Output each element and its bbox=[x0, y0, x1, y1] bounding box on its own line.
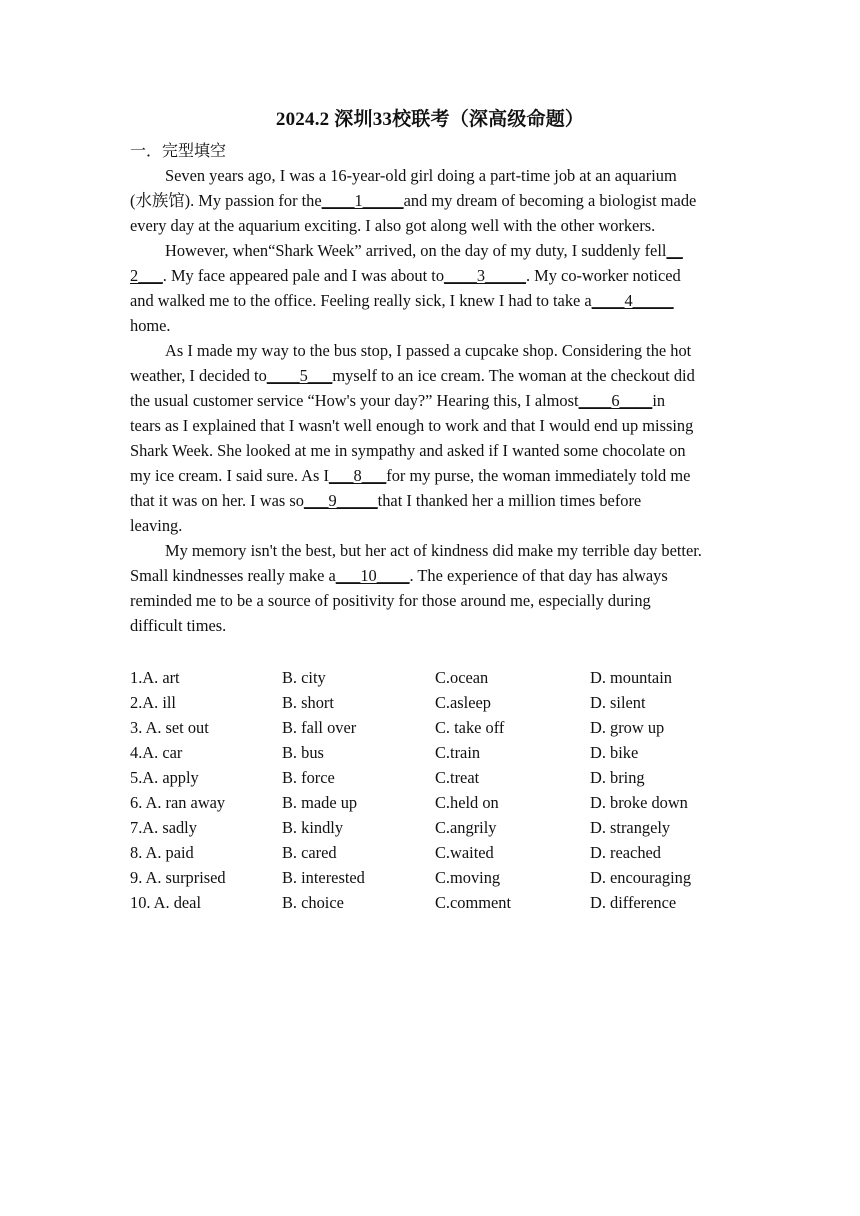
paragraph-2 bbox=[130, 238, 742, 338]
option-c: C.comment bbox=[435, 893, 512, 912]
section-heading: 一．完型填空 bbox=[130, 143, 227, 160]
option-b: B. cared bbox=[282, 843, 337, 862]
blank-1: ____1_____ bbox=[321, 191, 404, 210]
option-a: 9. A. surprised bbox=[130, 868, 226, 887]
option-d: D. bike bbox=[590, 743, 639, 762]
option-b: B. kindly bbox=[282, 818, 344, 837]
passage-line: As I made my way to the bus stop, I passed a cupcake shop. Considering the hot bbox=[165, 341, 692, 360]
option-row bbox=[130, 840, 750, 865]
option-b: B. force bbox=[282, 768, 335, 787]
option-c: C.held on bbox=[435, 793, 499, 812]
passage-line: 2___. My face appeared pale and I was about to____3_____. My co-worker noticed bbox=[130, 266, 681, 285]
option-d: D. mountain bbox=[590, 668, 672, 687]
option-row bbox=[130, 790, 750, 815]
option-d: D. grow up bbox=[590, 718, 665, 737]
passage-line: My memory isn't the best, but her act of kindness did make my terrible day better. bbox=[165, 541, 702, 560]
passage-line: home. bbox=[130, 316, 171, 335]
option-a: 3. A. set out bbox=[130, 718, 209, 737]
option-a: 8. A. paid bbox=[130, 843, 194, 862]
option-row bbox=[130, 890, 750, 915]
page-title: 2024.2 深圳33校联考（深高级命题） bbox=[275, 109, 585, 130]
passage-line: (水族馆). My passion for the____1_____and my dream of becoming a biologist made bbox=[130, 191, 697, 210]
passage-line: and walked me to the office. Feeling really sick, I knew I had to take a____4_____ bbox=[130, 291, 674, 310]
cloze-passage bbox=[130, 163, 742, 638]
option-row bbox=[130, 690, 750, 715]
option-c: C.treat bbox=[435, 768, 480, 787]
passage-line: the usual customer service “How's your day?” Hearing this, I almost____6____in bbox=[130, 391, 666, 410]
option-row bbox=[130, 865, 750, 890]
passage-line: Shark Week. She looked at me in sympathy and asked if I wanted some chocolate on bbox=[130, 441, 686, 460]
option-b: B. city bbox=[282, 668, 326, 687]
option-row bbox=[130, 665, 750, 690]
blank-2: __ bbox=[666, 241, 683, 260]
option-a: 7.A. sadly bbox=[130, 818, 197, 837]
option-c: C. take off bbox=[435, 718, 505, 737]
blank-6: ____6____ bbox=[578, 391, 653, 410]
option-c: C.ocean bbox=[435, 668, 489, 687]
blank-10: ___10____ bbox=[335, 566, 410, 585]
answer-options bbox=[130, 665, 750, 915]
option-b: B. choice bbox=[282, 893, 344, 912]
option-c: C.moving bbox=[435, 868, 501, 887]
blank-3: ____3_____ bbox=[444, 266, 526, 285]
option-d: D. silent bbox=[590, 693, 646, 712]
passage-line: my ice cream. I said sure. As I___8___for my purse, the woman immediately told me bbox=[130, 466, 691, 485]
blank-8: ___8___ bbox=[328, 466, 387, 485]
option-c: C.angrily bbox=[435, 818, 497, 837]
option-d: D. reached bbox=[590, 843, 661, 862]
option-b: B. made up bbox=[282, 793, 358, 812]
option-b: B. fall over bbox=[282, 718, 357, 737]
option-a: 4.A. car bbox=[130, 743, 183, 762]
option-c: C.asleep bbox=[435, 693, 491, 712]
option-a: 1.A. art bbox=[130, 668, 180, 687]
option-d: D. broke down bbox=[590, 793, 688, 812]
passage-line: that it was on her. I was so___9_____that I thanked her a million times before bbox=[130, 491, 642, 510]
option-a: 6. A. ran away bbox=[130, 793, 226, 812]
option-d: D. difference bbox=[590, 893, 677, 912]
option-a: 10. A. deal bbox=[130, 893, 202, 912]
passage-line: every day at the aquarium exciting. I also got along well with the other workers. bbox=[130, 216, 656, 235]
option-row bbox=[130, 815, 750, 840]
passage-line: Small kindnesses really make a___10____. The experience of that day has always bbox=[130, 566, 668, 585]
passage-line: reminded me to be a source of positivity for those around me, especially during bbox=[130, 591, 651, 610]
option-a: 5.A. apply bbox=[130, 768, 199, 787]
option-row bbox=[130, 715, 750, 740]
passage-line: weather, I decided to____5___myself to an ice cream. The woman at the checkout did bbox=[130, 366, 695, 385]
paragraph-4 bbox=[130, 538, 742, 638]
option-d: D. encouraging bbox=[590, 868, 692, 887]
passage-line: Seven years ago, I was a 16-year-old girl doing a part-time job at an aquarium bbox=[165, 166, 677, 185]
passage-line: leaving. bbox=[130, 516, 183, 535]
blank-2: 2___ bbox=[130, 266, 163, 285]
option-c: C.waited bbox=[435, 843, 494, 862]
paragraph-3 bbox=[130, 338, 742, 538]
option-row bbox=[130, 765, 750, 790]
option-c: C.train bbox=[435, 743, 481, 762]
passage-line: However, when“Shark Week” arrived, on the day of my duty, I suddenly fell__ bbox=[165, 241, 683, 260]
passage-line: tears as I explained that I wasn't well enough to work and that I would end up missing bbox=[130, 416, 694, 435]
blank-9: ___9_____ bbox=[303, 491, 378, 510]
blank-4: ____4_____ bbox=[591, 291, 674, 310]
option-b: B. short bbox=[282, 693, 334, 712]
option-row bbox=[130, 740, 750, 765]
blank-5: ____5___ bbox=[266, 366, 333, 385]
passage-line: difficult times. bbox=[130, 616, 227, 635]
option-b: B. bus bbox=[282, 743, 324, 762]
option-d: D. strangely bbox=[590, 818, 671, 837]
option-b: B. interested bbox=[282, 868, 365, 887]
option-a: 2.A. ill bbox=[130, 693, 176, 712]
paragraph-1 bbox=[130, 163, 742, 238]
option-d: D. bring bbox=[590, 768, 645, 787]
